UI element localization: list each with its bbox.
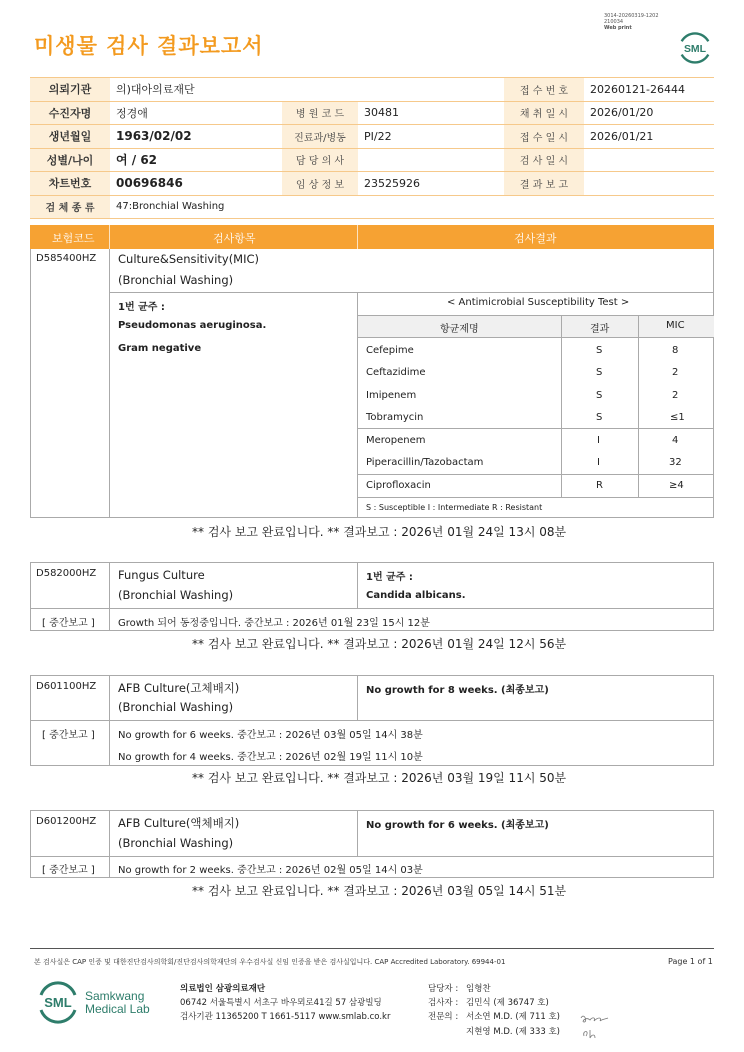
sml-logo-icon [676, 28, 714, 66]
test-date-value [584, 148, 714, 172]
collect-date-label: 채 취 일 시 [504, 101, 584, 125]
ast-drug: Cefepime [366, 345, 414, 356]
manager-value: 임형찬 [466, 984, 491, 994]
manager-label: 담당자 : [428, 984, 459, 994]
test2-code: D582000HZ [36, 568, 97, 579]
test3-interim-1: No growth for 6 weeks. 중간보고 : 2026년 03월 05일 14시 38분 [118, 730, 423, 741]
receipt-no-label: 접 수 번 호 [504, 78, 584, 102]
ast-result: S [596, 390, 603, 401]
test3-done: ** 검사 보고 완료입니다. ** 결과보고 : 2026년 03월 19일 11시 50분 [192, 771, 567, 785]
test4-specimen: (Bronchial Washing) [118, 836, 234, 850]
dob-label: 생년월일 [30, 125, 110, 149]
test1-strain-label: 1번 균주 : [118, 302, 165, 313]
report-value [584, 172, 714, 196]
info-row [30, 172, 714, 196]
ast-drug: Tobramycin [366, 412, 424, 423]
receipt-date-value: 2026/01/21 [584, 125, 714, 149]
ast-mic: 4 [672, 435, 679, 446]
tester-value: 김민식 (제 36747 호) [466, 998, 549, 1008]
test3-name: AFB Culture(고체배지) [118, 681, 240, 695]
test4-result: No growth for 6 weeks. (최종보고) [366, 820, 549, 831]
doctor-value [358, 148, 504, 172]
ast-result: S [596, 345, 603, 356]
patient-info-table [30, 77, 714, 219]
name-value: 정경애 [110, 101, 282, 125]
test1-done: ** 검사 보고 완료입니다. ** 결과보고 : 2026년 01월 24일 13시 08분 [192, 525, 567, 539]
info-row [30, 125, 714, 149]
test3-interim-2: No growth for 4 weeks. 중간보고 : 2026년 02월 19일 11시 10분 [118, 752, 423, 763]
requester-value: 의)대아의료재단 [110, 78, 504, 102]
test2-strain-label: 1번 균주 : [366, 572, 413, 583]
chart-label: 차트번호 [30, 172, 110, 196]
ast-title: < Antimicrobial Susceptibility Test > [447, 297, 630, 308]
print-code-number: 3014-20260319-1202 210034 [604, 13, 659, 25]
receipt-no-value: 20260121-26444 [584, 78, 714, 102]
receipt-date-label: 접 수 일 시 [504, 125, 584, 149]
sex-age-value: 여 / 62 [110, 148, 282, 172]
header-item: 검사항목 [213, 232, 256, 245]
ast-mic: ≥4 [669, 480, 684, 491]
ast-legend: S : Susceptible I : Intermediate R : Resistant [366, 503, 543, 512]
report-title: 미생물 검사 결과보고서 [34, 34, 264, 58]
ast-result: R [596, 480, 603, 491]
ast-drug: Imipenem [366, 390, 417, 401]
collect-date-value: 2026/01/20 [584, 101, 714, 125]
ast-drug: Meropenem [366, 435, 426, 446]
test3-specimen: (Bronchial Washing) [118, 700, 234, 714]
ast-drug: Piperacillin/Tazobactam [366, 457, 484, 468]
company-name: 의료법인 삼광의료재단 [180, 984, 266, 994]
clinical-value: 23525926 [358, 172, 504, 196]
ast-result: S [596, 412, 603, 423]
specialist-2: 지현영 M.D. (제 333 호) [466, 1027, 561, 1037]
ast-result: I [597, 435, 600, 446]
specialist-1: 서소연 M.D. (제 711 호) [466, 1012, 561, 1022]
dept-value: PI/22 [358, 125, 504, 149]
ast-col-result: 결과 [590, 324, 610, 335]
dept-label: 진료과/병동 [282, 125, 358, 149]
ast-drug: Ciprofloxacin [366, 480, 431, 491]
company-address: 06742 서울특별시 서초구 바우뫼로41길 57 삼광빌딩 [180, 998, 382, 1008]
test3-result: No growth for 8 weeks. (최종보고) [366, 685, 549, 696]
ast-mic: ≤1 [670, 412, 685, 423]
sml-footer-logo-icon [36, 980, 80, 1024]
report-label: 결 과 보 고 [504, 172, 584, 196]
test3-code: D601100HZ [36, 681, 97, 692]
ast-result: I [597, 457, 600, 468]
company-contact: 검사기관 11365200 T 1661-5117 www.smlab.co.kr [180, 1012, 391, 1022]
sml-logo-text: SML [683, 43, 707, 55]
sml-footer-logo-text: SML [44, 995, 72, 1010]
signature-icon [578, 1008, 612, 1040]
specimen-label: 검 체 종 류 [30, 195, 110, 219]
test4-interim-1: No growth for 2 weeks. 중간보고 : 2026년 02월 05일 14시 03분 [118, 865, 423, 876]
test4-done: ** 검사 보고 완료입니다. ** 결과보고 : 2026년 03월 05일 14시 51분 [192, 884, 567, 898]
hospital-code-label: 병 원 코 드 [282, 101, 358, 125]
print-code [604, 13, 668, 31]
ast-col-mic: MIC [666, 320, 685, 331]
test-date-label: 검 사 일 시 [504, 148, 584, 172]
hospital-code-value: 30481 [358, 101, 504, 125]
test2-organism: Candida albicans. [366, 590, 466, 601]
clinical-label: 임 상 정 보 [282, 172, 358, 196]
sex-age-label: 성별/나이 [30, 148, 110, 172]
test1-specimen: (Bronchial Washing) [118, 273, 234, 287]
test1-code: D585400HZ [36, 253, 97, 264]
chart-value: 00696846 [110, 172, 282, 196]
test4-interim-label: [ 중간보고 ] [42, 865, 95, 876]
footer-divider [30, 948, 714, 949]
ast-drug: Ceftazidime [366, 367, 426, 378]
test2-done: ** 검사 보고 완료입니다. ** 결과보고 : 2026년 01월 24일 12시 56분 [192, 637, 567, 651]
ast-mic: 2 [672, 367, 679, 378]
test1-name: Culture&Sensitivity(MIC) [118, 252, 260, 266]
company-en-line1: Samkwang [85, 989, 145, 1003]
test1-gram: Gram negative [118, 343, 202, 354]
test4-name: AFB Culture(액체배지) [118, 816, 240, 830]
page-number: Page 1 of 1 [668, 957, 713, 966]
footer-note: 본 검사실은 CAP 인증 및 대한진단검사의학회/진단검사의학재단의 우수검사실 신임 인증을 받은 검사실입니다. CAP Accredited Laboratory. 69944-01 [34, 958, 506, 966]
ast-result: S [596, 367, 603, 378]
test2-interim-1: Growth 되어 동정중입니다. 중간보고 : 2026년 01월 23일 15시 12분 [118, 618, 430, 629]
test1-organism: Pseudomonas aeruginosa. [118, 320, 267, 331]
test1-block [30, 249, 714, 518]
test2-interim-label: [ 중간보고 ] [42, 618, 95, 629]
print-label: Web print [604, 25, 632, 31]
ast-mic: 2 [672, 390, 679, 401]
header-result: 검사결과 [514, 232, 557, 245]
company-en-line2: Medical Lab [85, 1002, 150, 1016]
test2-specimen: (Bronchial Washing) [118, 588, 234, 602]
dob-value: 1963/02/02 [110, 125, 282, 149]
ast-col-drug: 항균제명 [440, 324, 479, 335]
ast-header-row [358, 315, 714, 338]
test3-interim-label: [ 중간보고 ] [42, 730, 95, 741]
info-row [30, 148, 714, 172]
specimen-value: 47:Bronchial Washing [110, 195, 714, 219]
info-row [30, 195, 714, 219]
specialist-label: 전문의 : [428, 1012, 459, 1022]
name-label: 수진자명 [30, 101, 110, 125]
doctor-label: 담 당 의 사 [282, 148, 358, 172]
result-header [30, 225, 714, 249]
test4-code: D601200HZ [36, 816, 97, 827]
company-name-en [85, 990, 150, 1016]
ast-mic: 32 [669, 457, 682, 468]
test2-name: Fungus Culture [118, 568, 205, 582]
info-row [30, 101, 714, 125]
ast-mic: 8 [672, 345, 679, 356]
tester-label: 검사자 : [428, 998, 459, 1008]
requester-label: 의뢰기관 [30, 78, 110, 102]
header-code: 보험코드 [52, 232, 95, 245]
info-row [30, 78, 714, 102]
